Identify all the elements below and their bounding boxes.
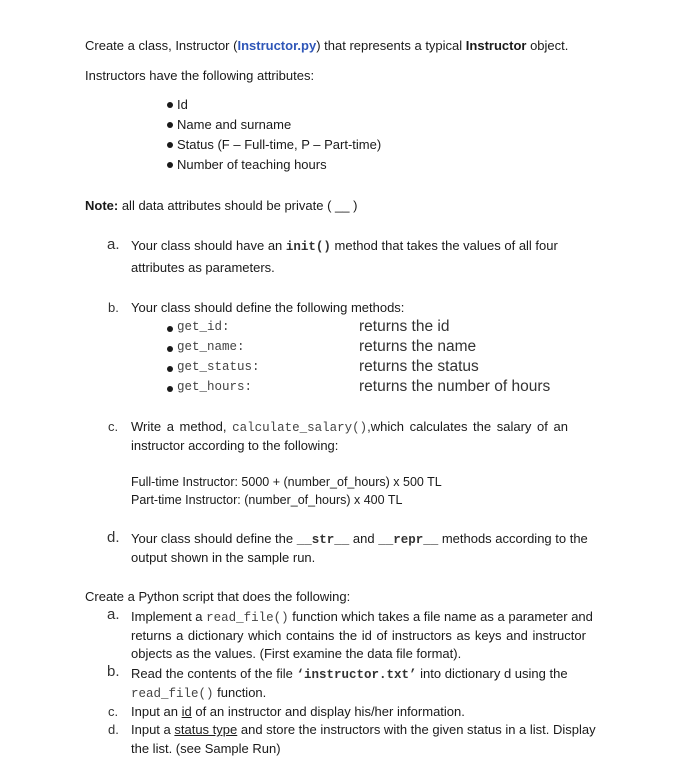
method-desc: returns the id bbox=[359, 318, 450, 335]
class-name: Instructor bbox=[465, 38, 527, 53]
item-letter: c. bbox=[108, 419, 119, 434]
item-letter: a. bbox=[107, 606, 120, 623]
intro-text-c: object. bbox=[526, 38, 569, 53]
part1-a-line1 bbox=[131, 238, 558, 254]
file-name: Instructor.py bbox=[237, 38, 317, 53]
intro-text-b: ) that represents a typical bbox=[316, 38, 466, 53]
method-name: get_id: bbox=[177, 320, 230, 334]
bullet-icon bbox=[167, 162, 173, 168]
note-text: all data attributes should be private ( __ ) bbox=[118, 198, 358, 213]
text: function which takes a file name as a parameter and bbox=[288, 609, 593, 624]
attribute-item: Number of teaching hours bbox=[177, 157, 327, 172]
method-desc: returns the name bbox=[359, 338, 477, 355]
attribute-item: Id bbox=[177, 97, 188, 112]
text: Input an bbox=[131, 704, 182, 719]
text: Read the contents of the file bbox=[131, 666, 297, 681]
item-letter: b. bbox=[107, 663, 120, 680]
part2-a-line2: returns a dictionary which contains the id of instructors as keys and instructor bbox=[131, 628, 586, 643]
part2-b-line2 bbox=[131, 685, 266, 701]
part1-d-line1 bbox=[131, 531, 588, 547]
part2-a-line3: objects as the values. (First examine the data file format). bbox=[131, 646, 462, 661]
text: of an instructor and display his/her information. bbox=[191, 704, 465, 719]
bullet-icon bbox=[167, 386, 173, 392]
text: ,which calculates the salary of an bbox=[367, 419, 568, 434]
code-calculate-salary: calculate_salary() bbox=[232, 421, 368, 435]
item-letter: d. bbox=[108, 722, 119, 737]
intro-line-2: Instructors have the following attributes: bbox=[85, 68, 315, 83]
method-desc: returns the number of hours bbox=[359, 378, 551, 395]
text: Implement a bbox=[131, 609, 207, 624]
part2-heading: Create a Python script that does the following: bbox=[85, 589, 351, 604]
code-init: init() bbox=[285, 240, 331, 254]
method-name: get_name: bbox=[177, 340, 245, 354]
item-letter: b. bbox=[108, 300, 119, 315]
note-line bbox=[85, 198, 357, 213]
part1-c-line2: instructor according to the following: bbox=[131, 438, 339, 453]
bullet-icon bbox=[167, 346, 173, 352]
bullet-icon bbox=[167, 326, 173, 332]
code-repr: __repr__ bbox=[378, 533, 439, 547]
part2-c-line bbox=[131, 704, 465, 719]
bullet-icon bbox=[167, 142, 173, 148]
part1-c-line1 bbox=[131, 419, 568, 435]
underlined-id: id bbox=[181, 704, 192, 719]
formula-full-time: Full-time Instructor: 5000 + (number_of_hours) x 500 TL bbox=[131, 475, 442, 489]
code-read-file: read_file() bbox=[206, 611, 289, 625]
item-letter: c. bbox=[108, 704, 119, 719]
bullet-icon bbox=[167, 366, 173, 372]
attribute-item: Name and surname bbox=[177, 117, 292, 132]
part1-a-line2: attributes as parameters. bbox=[131, 260, 275, 275]
text: and store the instructors with the given status in a list. Display bbox=[237, 722, 596, 737]
item-letter: a. bbox=[107, 236, 120, 253]
bullet-icon bbox=[167, 122, 173, 128]
method-desc: returns the status bbox=[359, 358, 479, 375]
text: function. bbox=[213, 685, 267, 700]
text: methods according to the bbox=[438, 531, 588, 546]
intro-line-1 bbox=[85, 38, 568, 53]
text: into dictionary d using the bbox=[416, 666, 568, 681]
text: Your class should define the bbox=[131, 531, 297, 546]
part2-b-line1 bbox=[131, 666, 568, 682]
item-letter: d. bbox=[107, 529, 120, 546]
code-filename: ‘instructor.txt’ bbox=[296, 668, 417, 682]
part2-d-line1 bbox=[131, 722, 596, 737]
formula-part-time: Part-time Instructor: (number_of_hours) x 400 TL bbox=[131, 493, 403, 507]
part1-d-line2: output shown in the sample run. bbox=[131, 550, 316, 565]
text: method that takes the values of all four bbox=[330, 238, 558, 253]
method-name: get_status: bbox=[177, 360, 260, 374]
code-str: __str__ bbox=[296, 533, 350, 547]
part2-d-line2: the list. (see Sample Run) bbox=[131, 741, 281, 756]
text: Input a bbox=[131, 722, 175, 737]
intro-text-a: Create a class, Instructor ( bbox=[85, 38, 238, 53]
code-read-file-2: read_file() bbox=[131, 687, 214, 701]
part2-a-line1 bbox=[131, 609, 593, 625]
attribute-item: Status (F – Full-time, P – Part-time) bbox=[177, 137, 382, 152]
text: Your class should have an bbox=[131, 238, 286, 253]
note-label: Note: bbox=[85, 198, 119, 213]
part1-b-text: Your class should define the following methods: bbox=[131, 300, 405, 315]
underlined-status-type: status type bbox=[174, 722, 238, 737]
text: Write a method, bbox=[131, 419, 233, 434]
text: and bbox=[349, 531, 379, 546]
bullet-icon bbox=[167, 102, 173, 108]
method-name: get_hours: bbox=[177, 380, 253, 394]
